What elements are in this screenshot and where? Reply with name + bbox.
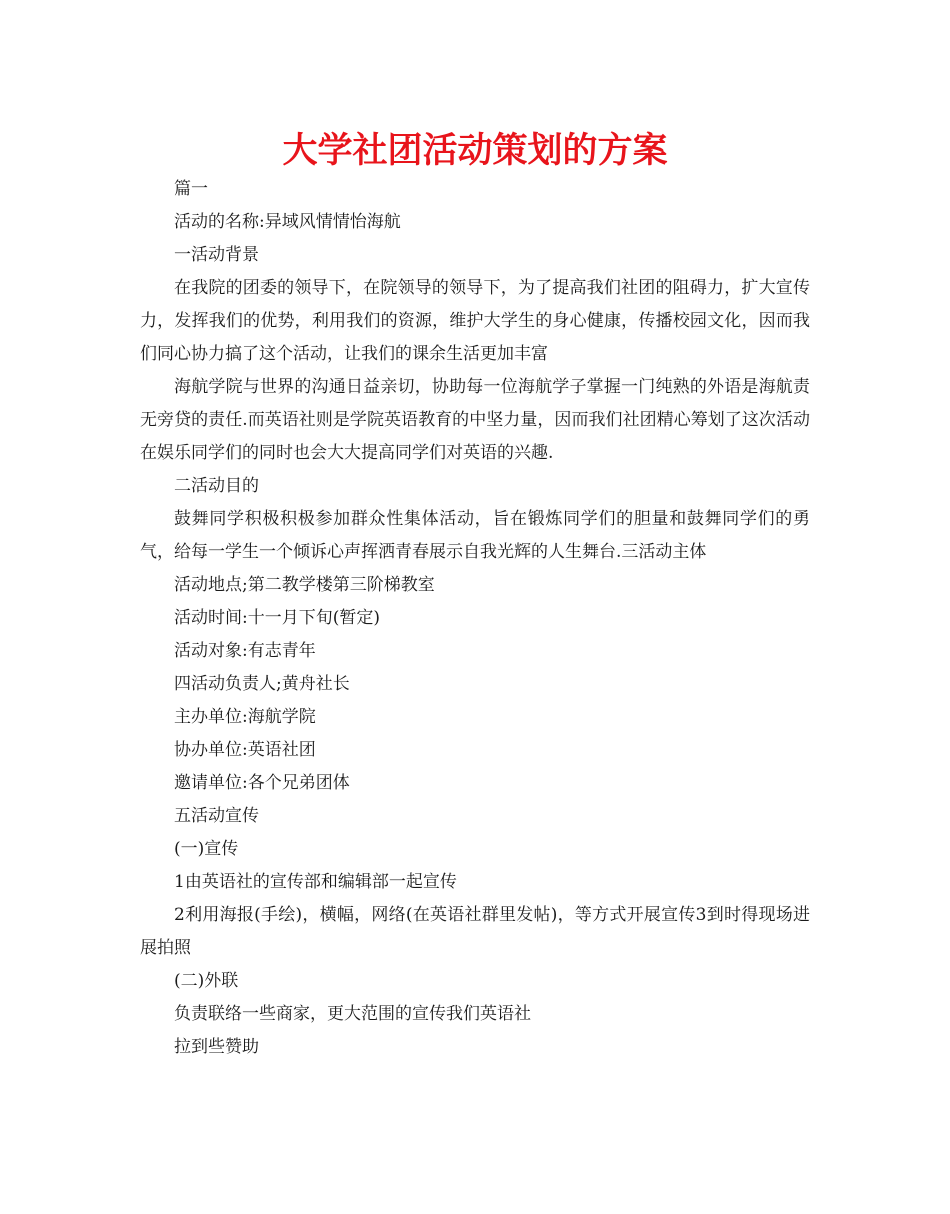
subsection-heading: (一)宣传 [174,839,239,859]
paragraph: 活动对象:有志青年 [174,641,316,661]
paragraph: 鼓舞同学积极积极参加群众性集体活动，旨在锻炼同学们的胆量和鼓舞同学们的勇气，给每一学生一个倾诉心声挥洒青春展示自我光辉的人生舞台.三活动主体 [140,509,810,562]
subsection-heading: (二)外联 [174,971,239,991]
paragraph: 海航学院与世界的沟通日益亲切，协助每一位海航学子掌握一门纯熟的外语是海航责无旁贷的责任.而英语社则是学院英语教育的中坚力量，因而我们社团精心筹划了这次活动在娱乐同学们的同时也会大大提高同学们对英语的兴趣. [140,377,810,463]
paragraph: 活动地点;第二教学楼第三阶梯教室 [174,575,435,595]
paragraph: 在我院的团委的领导下，在院领导的领导下，为了提高我们社团的阻碍力，扩大宣传力，发挥我们的优势，利用我们的资源，维护大学生的身心健康，传播校园文化，因而我们同心协力搞了这个活动，让我们的课余生活更加丰富 [140,278,810,364]
paragraph: 主办单位:海航学院 [174,707,316,727]
paragraph: 负责联络一些商家，更大范围的宣传我们英语社 [174,1004,531,1024]
paragraph: 1由英语社的宣传部和编辑部一起宣传 [174,872,457,892]
paragraph: 2利用海报(手绘)，横幅，网络(在英语社群里发帖)，等方式开展宣传3到时得现场进展拍照 [140,905,810,958]
section-heading: 一活动背景 [174,245,259,265]
paragraph: 协办单位:英语社团 [174,740,316,760]
document-title: 大学社团活动策划的方案 [282,131,668,171]
paragraph: 篇一 [174,179,208,199]
paragraph: 活动的名称:异域风情情怡海航 [174,212,401,232]
section-heading: 四活动负责人;黄舟社长 [174,674,350,694]
document-body [140,173,810,1064]
section-heading: 二活动目的 [174,476,259,496]
paragraph: 活动时间:十一月下旬(暂定) [174,608,380,628]
section-heading: 五活动宣传 [174,806,259,826]
paragraph: 拉到些赞助 [174,1037,259,1057]
paragraph: 邀请单位:各个兄弟团体 [174,773,350,793]
